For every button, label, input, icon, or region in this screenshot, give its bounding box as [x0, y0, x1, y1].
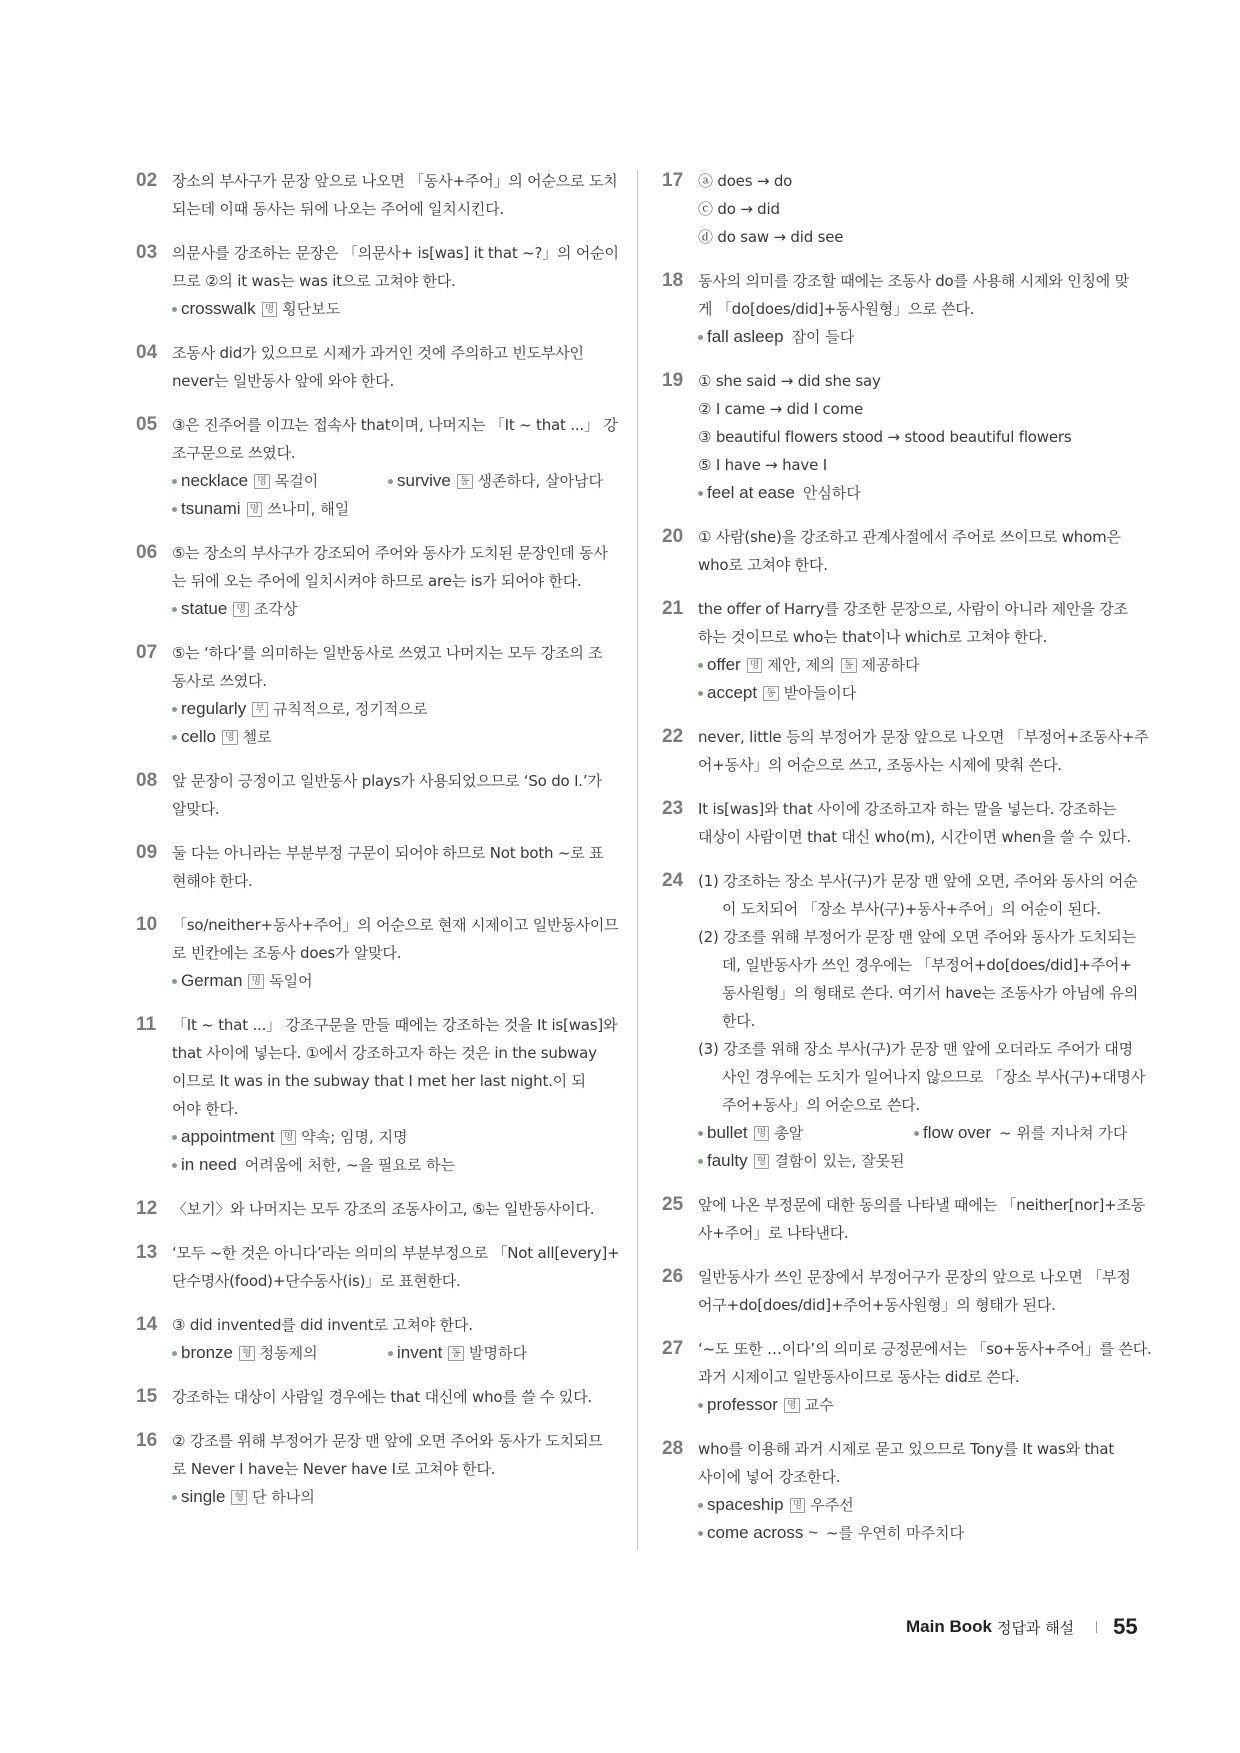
- explanation-line: that 사이에 넣는다. ①에서 강조하고자 하는 것은 in the subway: [172, 1044, 597, 1062]
- vocab-meaning: 받아들이다: [783, 684, 857, 702]
- bullet-icon: [172, 507, 177, 512]
- part-of-speech-badge: 동: [763, 686, 779, 701]
- explanation-line: ⓐ does → do: [698, 172, 793, 190]
- question-number: 25: [662, 1194, 684, 1215]
- question-number: 18: [662, 270, 684, 291]
- footer-separator: [1096, 1621, 1097, 1633]
- vocab-row: [698, 1519, 1134, 1547]
- question-number: 20: [662, 526, 684, 547]
- explanation-line: 앞에 나온 부정문에 대한 동의를 나타낼 때에는 「neither[nor]+조동: [698, 1196, 1146, 1214]
- answer-entry: [136, 239, 619, 323]
- answer-entry: [662, 1335, 1152, 1419]
- bullet-icon: [172, 1495, 177, 1500]
- vocab-word: bullet: [707, 1123, 748, 1142]
- answer-entry: [136, 911, 619, 995]
- vocab-row: [172, 1123, 611, 1151]
- vocab-row: [698, 679, 1134, 707]
- question-number: 28: [662, 1438, 684, 1459]
- answer-entry: [136, 539, 611, 623]
- part-of-speech-badge: 형: [231, 1490, 247, 1505]
- explanation-line: never는 일반동사 앞에 와야 한다.: [172, 372, 395, 390]
- right-column: [662, 167, 1152, 1563]
- bullet-icon: [698, 1131, 703, 1136]
- explanation-line: 이 도치되어 「장소 부사(구)+동사+주어」의 어순이 된다.: [722, 900, 1101, 918]
- explanation-line: 의문사를 강조하는 문장은 「의문사+ is[was] it that ~?」의 어순이: [172, 244, 619, 262]
- answer-entry: [662, 523, 1134, 579]
- vocab-word: invent: [397, 1343, 443, 1362]
- answer-entry: [136, 1239, 620, 1295]
- vocab-meaning: 조각상: [253, 600, 298, 618]
- explanation-line: ⑤ I have → have I: [698, 456, 827, 474]
- vocab-word: regularly: [181, 699, 247, 718]
- vocab-row: [172, 1151, 611, 1179]
- bullet-icon: [388, 1351, 393, 1356]
- explanation-line: 조구문으로 쓰였다.: [172, 444, 296, 462]
- vocab-meaning: 약속; 임명, 지명: [301, 1128, 408, 1146]
- explanation-line: 〈보기〉와 나머지는 모두 강조의 조동사이고, ⑤는 일반동사이다.: [172, 1200, 595, 1218]
- vocab-meaning: 어려움에 처한, ~을 필요로 하는: [244, 1156, 456, 1174]
- vocab-row: [698, 1119, 1134, 1147]
- left-column: [136, 167, 620, 1527]
- bullet-icon: [698, 491, 703, 496]
- vocab-item: [172, 495, 349, 523]
- vocab-word: offer: [707, 655, 741, 674]
- vocab-word: appointment: [181, 1127, 275, 1146]
- vocab-row: [172, 595, 611, 623]
- question-number: 27: [662, 1338, 684, 1359]
- vocab-item: [172, 967, 313, 995]
- bullet-icon: [172, 707, 177, 712]
- part-of-speech-badge: 명: [233, 602, 249, 617]
- bullet-icon: [698, 663, 703, 668]
- vocab-meaning: 목걸이: [274, 472, 319, 490]
- vocab-row: [172, 467, 611, 495]
- bullet-icon: [172, 307, 177, 312]
- bullet-icon: [172, 979, 177, 984]
- vocab-word: single: [181, 1487, 226, 1506]
- vocab-row: [698, 1491, 1134, 1519]
- bullet-icon: [172, 735, 177, 740]
- vocab-meaning: 규칙적으로, 정기적으로: [272, 700, 428, 718]
- question-number: 22: [662, 726, 684, 747]
- vocab-word: bronze: [181, 1343, 233, 1362]
- vocab-meaning: 제안, 제의: [767, 656, 835, 674]
- explanation-line: 는 뒤에 오는 주어에 일치시켜야 하므로 are는 is가 되어야 한다.: [172, 572, 582, 590]
- explanation-line: 로 Never I have는 Never have I로 고쳐야 한다.: [172, 1460, 496, 1478]
- bullet-icon: [172, 607, 177, 612]
- answer-entry: [136, 411, 618, 523]
- part-of-speech-badge: 명: [247, 502, 263, 517]
- vocab-meaning: 잠이 들다: [791, 328, 855, 346]
- bullet-icon: [388, 479, 393, 484]
- vocab-item: [698, 479, 861, 507]
- part-of-speech-badge: 동: [841, 658, 857, 673]
- explanation-line: who를 이용해 과거 시제로 묻고 있으므로 Tony를 It was와 that: [698, 1440, 1115, 1458]
- answer-entry: [662, 167, 1134, 251]
- vocab-meaning: 첼로: [242, 728, 272, 746]
- question-number: 17: [662, 170, 684, 191]
- vocab-word: flow over: [923, 1123, 992, 1142]
- question-number: 26: [662, 1266, 684, 1287]
- explanation-line: 과거 시제이고 일반동사이므로 동사는 did로 쓴다.: [698, 1368, 1020, 1386]
- vocab-meaning: 단 하나의: [252, 1488, 315, 1506]
- explanation-line: ⓓ do saw → did see: [698, 228, 844, 246]
- part-of-speech-badge: 명: [784, 1398, 800, 1413]
- vocab-row: [172, 723, 611, 751]
- vocab-item: [172, 1123, 408, 1151]
- answer-entry: [136, 339, 611, 395]
- vocab-word: crosswalk: [181, 299, 256, 318]
- vocab-word: tsunami: [181, 499, 241, 518]
- vocab-meaning: 교수: [804, 1396, 834, 1414]
- vocab-word: statue: [181, 599, 228, 618]
- answer-entry: [662, 367, 1134, 507]
- vocab-meaning: 횡단보도: [282, 300, 341, 318]
- part-of-speech-badge: 형: [754, 1154, 770, 1169]
- explanation-line: It is[was]와 that 사이에 강조하고자 하는 말을 넣는다. 강조하는: [698, 800, 1117, 818]
- bullet-icon: [172, 1351, 177, 1356]
- explanation-line: (1) 강조하는 장소 부사(구)가 문장 맨 앞에 오면, 주어와 동사의 어순: [698, 872, 1138, 890]
- explanation-line: ‘~도 또한 …이다’의 의미로 긍정문에서는 「so+동사+주어」를 쓴다.: [698, 1340, 1152, 1358]
- explanation-line: 되는데 이때 동사는 뒤에 나오는 주어에 일치시킨다.: [172, 200, 505, 218]
- question-number: 19: [662, 370, 684, 391]
- vocab-item: [698, 1119, 914, 1147]
- explanation-line: 데, 일반동사가 쓰인 경우에는 「부정어+do[does/did]+주어+: [722, 956, 1132, 974]
- answer-entry: [136, 767, 611, 823]
- explanation-line: 알맞다.: [172, 800, 220, 818]
- vocab-word: survive: [397, 471, 451, 490]
- vocab-item: [172, 695, 427, 723]
- vocab-meaning: 청동제의: [259, 1344, 318, 1362]
- explanation-line: never, little 등의 부정어가 문장 앞으로 나오면 「부정어+조동사+주: [698, 728, 1149, 746]
- explanation-line: 동사로 쓰였다.: [172, 672, 267, 690]
- explanation-line: ① she said → did she say: [698, 372, 881, 390]
- vocab-meaning: 생존하다, 살아남다: [477, 472, 603, 490]
- question-number: 06: [136, 542, 158, 563]
- section-title: 정답과 해설: [996, 1618, 1075, 1637]
- vocab-row: [698, 323, 1134, 351]
- vocab-word: spaceship: [707, 1495, 784, 1514]
- answer-entry: [662, 1263, 1134, 1319]
- vocab-item: [172, 1151, 455, 1179]
- explanation-line: ‘모두 ~한 것은 아니다’라는 의미의 부분부정으로 「Not all[every]+: [172, 1244, 620, 1262]
- explanation-line: ② I came → did I come: [698, 400, 864, 418]
- vocab-meaning: 안심하다: [802, 484, 861, 502]
- explanation-line: 일반동사가 쓰인 문장에서 부정어구가 문장의 앞으로 나오면 「부정: [698, 1268, 1131, 1286]
- question-number: 14: [136, 1314, 158, 1335]
- vocab-item: [698, 651, 920, 679]
- explanation-line: 한다.: [722, 1012, 756, 1030]
- vocab-word: faulty: [707, 1151, 748, 1170]
- question-number: 05: [136, 414, 158, 435]
- vocab-item: [172, 295, 340, 323]
- vocab-word: fall asleep: [707, 327, 784, 346]
- vocab-row: [698, 651, 1134, 679]
- explanation-line: ② 강조를 위해 부정어가 문장 맨 앞에 오면 주어와 동사가 도치되므: [172, 1432, 603, 1450]
- vocab-meaning: 우주선: [810, 1496, 854, 1514]
- answer-entry: [136, 639, 611, 751]
- vocab-item: [388, 1339, 527, 1367]
- answer-entry: [662, 867, 1146, 1175]
- answer-entry: [136, 839, 611, 895]
- explanation-line: 어+동사」의 어순으로 쓰고, 조동사는 시제에 맞춰 쓴다.: [698, 756, 1062, 774]
- answer-entry: [662, 795, 1134, 851]
- question-number: 24: [662, 870, 684, 891]
- vocab-item: [172, 467, 388, 495]
- question-number: 15: [136, 1386, 158, 1407]
- explanation-line: 앞 문장이 긍정이고 일반동사 plays가 사용되었으므로 ‘So do I.’가: [172, 772, 602, 790]
- vocab-meaning: 쓰나미, 해일: [267, 500, 350, 518]
- explanation-line: ⑤는 ‘하다’를 의미하는 일반동사로 쓰였고 나머지는 모두 강조의 조: [172, 644, 603, 662]
- bullet-icon: [698, 1531, 703, 1536]
- vocab-row: [172, 1483, 611, 1511]
- vocab-word: professor: [707, 1395, 778, 1414]
- explanation-line: ③ beautiful flowers stood → stood beautiful flowers: [698, 428, 1072, 446]
- vocab-item: [698, 1519, 964, 1547]
- explanation-line: 사이에 넣어 강조한다.: [698, 1468, 841, 1486]
- part-of-speech-badge: 명: [254, 474, 270, 489]
- bullet-icon: [914, 1131, 919, 1136]
- page-footer: [906, 1614, 1138, 1640]
- explanation-line: 어야 한다.: [172, 1100, 239, 1118]
- vocab-word: accept: [707, 683, 758, 702]
- explanation-line: ③은 진주어를 이끄는 접속사 that이며, 나머지는 「It ~ that ...」 강: [172, 416, 618, 434]
- vocab-item: [172, 1483, 315, 1511]
- part-of-speech-badge: 명: [281, 1130, 297, 1145]
- answer-entry: [136, 1427, 611, 1511]
- vocab-word: necklace: [181, 471, 249, 490]
- bullet-icon: [698, 1403, 703, 1408]
- explanation-line: 「so/neither+동사+주어」의 어순으로 현재 시제이고 일반동사이므: [172, 916, 619, 934]
- vocab-row: [172, 295, 611, 323]
- explanation-line: 사인 경우에는 도치가 일어나지 않으므로 「장소 부사(구)+대명사: [722, 1068, 1146, 1086]
- column-divider: [637, 170, 638, 1550]
- explanation-line: ⑤는 장소의 부사구가 강조되어 주어와 동사가 도치된 문장인데 동사: [172, 544, 608, 562]
- explanation-line: 하는 것이므로 who는 that이나 which로 고쳐야 한다.: [698, 628, 1048, 646]
- vocab-row: [172, 1339, 611, 1367]
- vocab-row: [698, 479, 1134, 507]
- part-of-speech-badge: 명: [262, 302, 278, 317]
- question-number: 23: [662, 798, 684, 819]
- explanation-line: 강조하는 대상이 사람일 경우에는 that 대신에 who를 쓸 수 있다.: [172, 1388, 593, 1406]
- part-of-speech-badge: 부: [252, 702, 268, 717]
- answer-entry: [136, 1011, 618, 1179]
- vocab-word: German: [181, 971, 243, 990]
- bullet-icon: [172, 1135, 177, 1140]
- vocab-item: [698, 1391, 834, 1419]
- question-number: 16: [136, 1430, 158, 1451]
- answer-entry: [662, 595, 1134, 707]
- explanation-line: 둘 다는 아니라는 부분부정 구문이 되어야 하므로 Not both ~로 표: [172, 844, 604, 862]
- vocab-item: [698, 323, 854, 351]
- bullet-icon: [698, 1159, 703, 1164]
- question-number: 10: [136, 914, 158, 935]
- vocab-item: [388, 467, 603, 495]
- answer-entry: [136, 1195, 611, 1223]
- bullet-icon: [172, 1163, 177, 1168]
- part-of-speech-badge: 명: [222, 730, 238, 745]
- question-number: 07: [136, 642, 158, 663]
- explanation-line: 조동사 did가 있으므로 시제가 과거인 것에 주의하고 빈도부사인: [172, 344, 584, 362]
- explanation-line: who로 고쳐야 한다.: [698, 556, 828, 574]
- book-title: Main Book: [906, 1617, 992, 1636]
- explanation-line: (3) 강조를 위해 장소 부사(구)가 문장 맨 앞에 오더라도 주어가 대명: [698, 1040, 1133, 1058]
- question-number: 13: [136, 1242, 158, 1263]
- part-of-speech-badge: 명: [248, 974, 264, 989]
- explanation-line: ① 사람(she)을 강조하고 관계사절에서 주어로 쓰이므로 whom은: [698, 528, 1121, 546]
- explanation-line: (2) 강조를 위해 부정어가 문장 맨 앞에 오면 주어와 동사가 도치되는: [698, 928, 1136, 946]
- question-number: 11: [136, 1014, 157, 1035]
- explanation-line: 이므로 It was in the subway that I met her last night.이 되: [172, 1072, 586, 1090]
- explanation-line: the offer of Harry를 강조한 문장으로, 사람이 아니라 제안을 강조: [698, 600, 1128, 618]
- vocab-item: [698, 1147, 905, 1175]
- vocab-meaning: 총알: [774, 1124, 804, 1142]
- vocab-meaning: 제공하다: [861, 656, 920, 674]
- vocab-meaning: 발명하다: [469, 1344, 528, 1362]
- vocab-row: [172, 495, 611, 523]
- question-number: 04: [136, 342, 158, 363]
- part-of-speech-badge: 명: [790, 1498, 806, 1513]
- vocab-item: [172, 595, 297, 623]
- bullet-icon: [172, 479, 177, 484]
- explanation-line: 므로 ②의 it was는 was it으로 고쳐야 한다.: [172, 272, 456, 290]
- vocab-row: [698, 1147, 1134, 1175]
- vocab-item: [914, 1119, 1127, 1147]
- answer-entry: [136, 1383, 611, 1411]
- explanation-line: 대상이 사람이면 that 대신 who(m), 시간이면 when을 쓸 수 있다.: [698, 828, 1131, 846]
- vocab-item: [698, 1491, 854, 1519]
- explanation-line: 동사원형」의 형태로 쓴다. 여기서 have는 조동사가 아님에 유의: [722, 984, 1139, 1002]
- vocab-meaning: ~ 위를 지나쳐 가다: [999, 1124, 1128, 1142]
- explanation-line: 장소의 부사구가 문장 앞으로 나오면 「동사+주어」의 어순으로 도치: [172, 172, 618, 190]
- page-number: 55: [1113, 1614, 1138, 1639]
- vocab-word: come across ~: [707, 1523, 819, 1542]
- question-number: 21: [662, 598, 684, 619]
- answer-entry: [662, 267, 1134, 351]
- part-of-speech-badge: 명: [754, 1126, 770, 1141]
- explanation-line: 사+주어」로 나타낸다.: [698, 1224, 849, 1242]
- answer-entry: [136, 167, 618, 223]
- question-number: 09: [136, 842, 158, 863]
- vocab-item: [172, 1339, 388, 1367]
- answer-entry: [662, 723, 1149, 779]
- part-of-speech-badge: 명: [747, 658, 763, 673]
- explanation-line: 단수명사(food)+단수동사(is)」로 표현한다.: [172, 1272, 461, 1290]
- vocab-meaning: 독일어: [269, 972, 313, 990]
- answer-entry: [662, 1435, 1134, 1547]
- bullet-icon: [698, 1503, 703, 1508]
- question-number: 02: [136, 170, 158, 191]
- bullet-icon: [698, 335, 703, 340]
- explanation-line: ⓒ do → did: [698, 200, 780, 218]
- explanation-line: 「It ~ that ...」 강조구문을 만들 때에는 강조하는 것을 It is[was]와: [172, 1016, 618, 1034]
- question-number: 12: [136, 1198, 158, 1219]
- explanation-line: 게 「do[does/did]+동사원형」으로 쓴다.: [698, 300, 975, 318]
- explanation-line: ③ did invented를 did invent로 고쳐야 한다.: [172, 1316, 473, 1334]
- explanation-line: 동사의 의미를 강조할 때에는 조동사 do를 사용해 시제와 인칭에 맞: [698, 272, 1129, 290]
- vocab-item: [698, 679, 856, 707]
- vocab-word: in need: [181, 1155, 237, 1174]
- part-of-speech-badge: 형: [239, 1346, 255, 1361]
- answer-entry: [136, 1311, 611, 1367]
- vocab-word: feel at ease: [707, 483, 795, 502]
- explanation-line: 로 빈칸에는 조동사 does가 알맞다.: [172, 944, 402, 962]
- vocab-row: [698, 1391, 1134, 1419]
- vocab-meaning: ~를 우연히 마주치다: [826, 1524, 965, 1542]
- part-of-speech-badge: 동: [448, 1346, 464, 1361]
- question-number: 08: [136, 770, 158, 791]
- vocab-item: [172, 723, 272, 751]
- vocab-row: [172, 695, 611, 723]
- vocab-meaning: 결함이 있는, 잘못된: [774, 1152, 905, 1170]
- explanation-line: 현해야 한다.: [172, 872, 253, 890]
- part-of-speech-badge: 동: [457, 474, 473, 489]
- question-number: 03: [136, 242, 158, 263]
- answer-entry: [662, 1191, 1146, 1247]
- bullet-icon: [698, 691, 703, 696]
- explanation-line: 주어+동사」의 어순으로 쓴다.: [722, 1096, 921, 1114]
- vocab-word: cello: [181, 727, 216, 746]
- vocab-row: [172, 967, 611, 995]
- explanation-line: 어구+do[does/did]+주어+동사원형」의 형태가 된다.: [698, 1296, 1056, 1314]
